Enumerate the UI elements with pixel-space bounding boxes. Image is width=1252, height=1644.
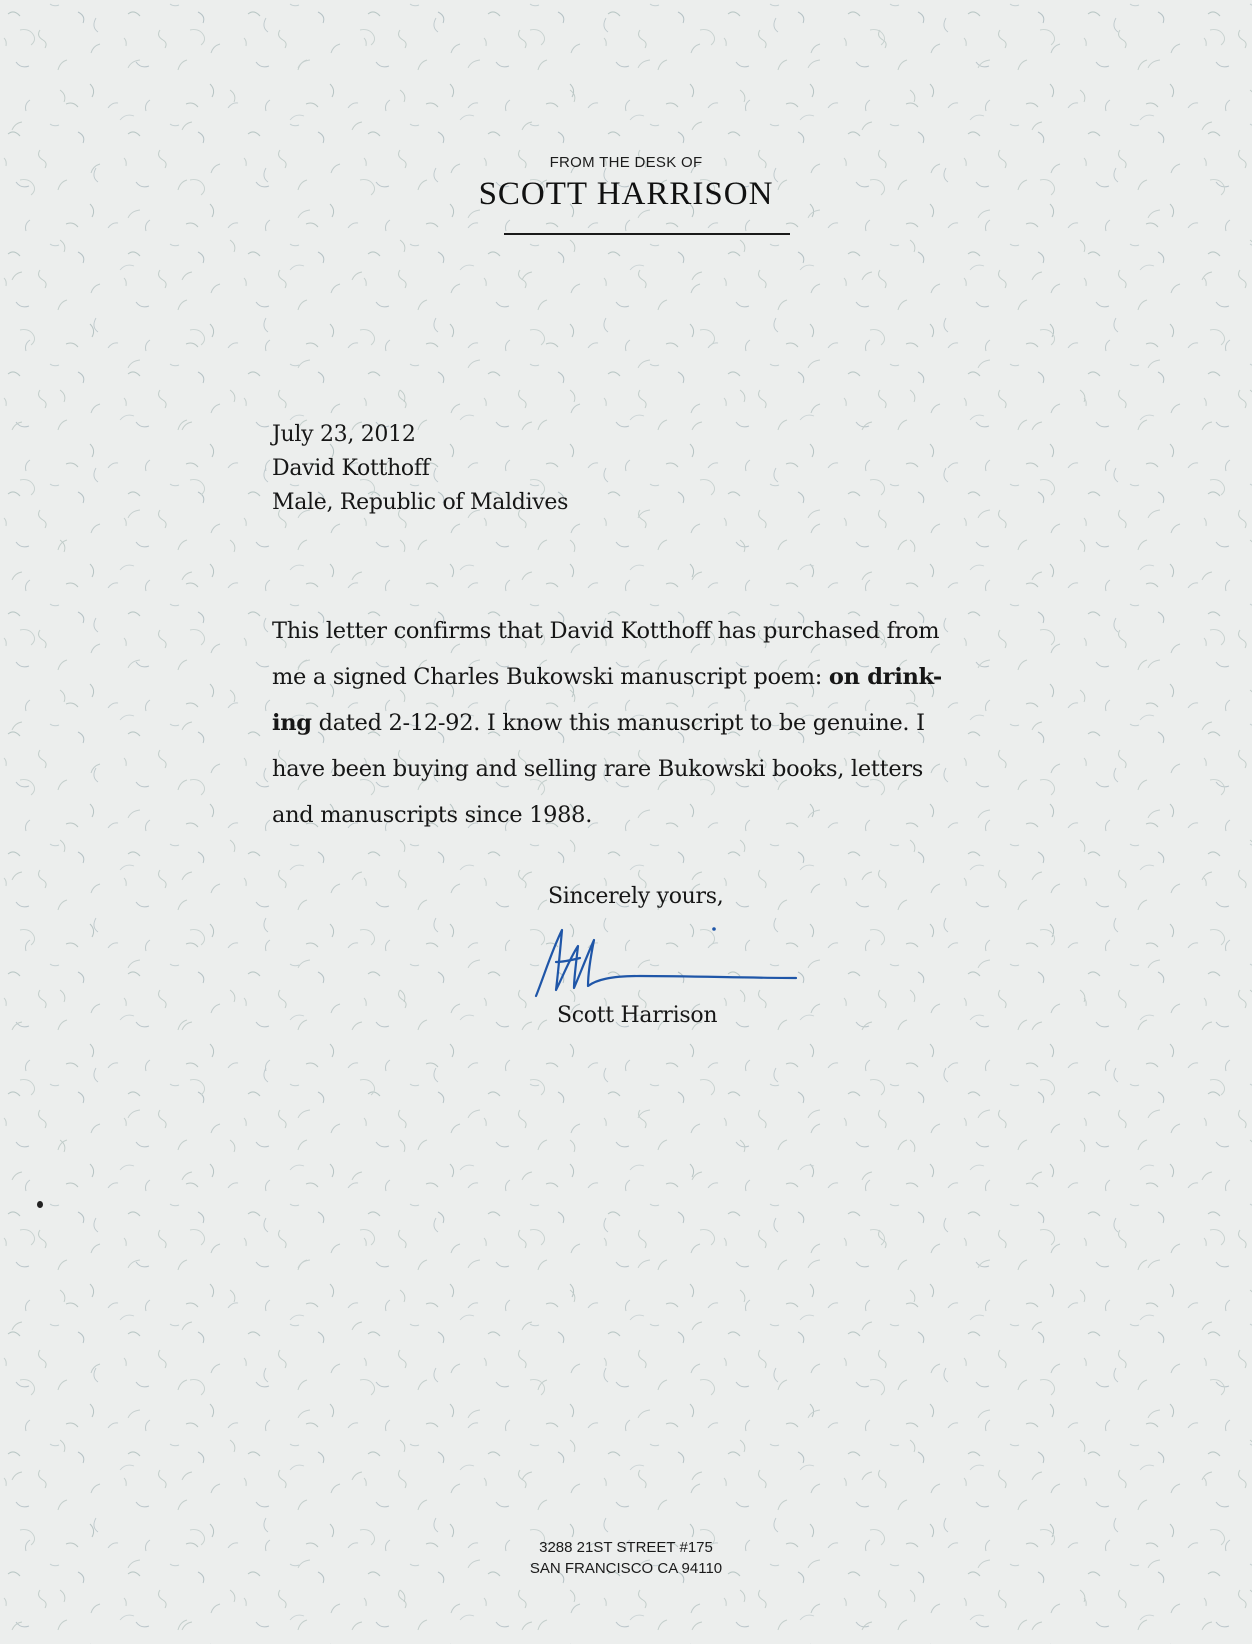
body-line-5: and manuscripts since 1988. [272,802,593,828]
body-line-4: have been buying and selling rare Bukowski books, letters [272,756,924,782]
body-line-2 [272,654,1032,700]
recipient-block [272,418,568,520]
body-line-3 [272,700,1032,746]
letterhead-rule [504,233,790,235]
footer-city: SAN FRANCISCO CA 94110 [529,1560,723,1577]
poem-title-part-1: on drink- [828,664,942,690]
handwritten-signature [530,918,810,1000]
letterhead-name: SCOTT HARRISON [478,176,774,212]
body-line-3-text: dated 2-12-92. I know this manuscript to be genuine. I [311,710,925,736]
letter-body [272,608,1032,838]
recipient-name: David Kotthoff [272,456,430,481]
poem-title-part-2: ing [272,710,312,736]
footer-street: 3288 21ST STREET #175 [539,1539,713,1556]
closing: Sincerely yours, [548,884,724,909]
signer-name: Scott Harrison [557,1003,718,1028]
paper-speck [37,1201,43,1208]
body-line-2-text: me a signed Charles Bukowski manuscript poem: [272,664,829,690]
letterhead-kicker: FROM THE DESK OF [549,154,703,171]
letter-date: July 23, 2012 [272,422,416,447]
recipient-location: Male, Republic of Maldives [272,490,569,515]
body-line-1: This letter confirms that David Kotthoff has purchased from [272,618,940,644]
footer-address [0,1537,1252,1579]
